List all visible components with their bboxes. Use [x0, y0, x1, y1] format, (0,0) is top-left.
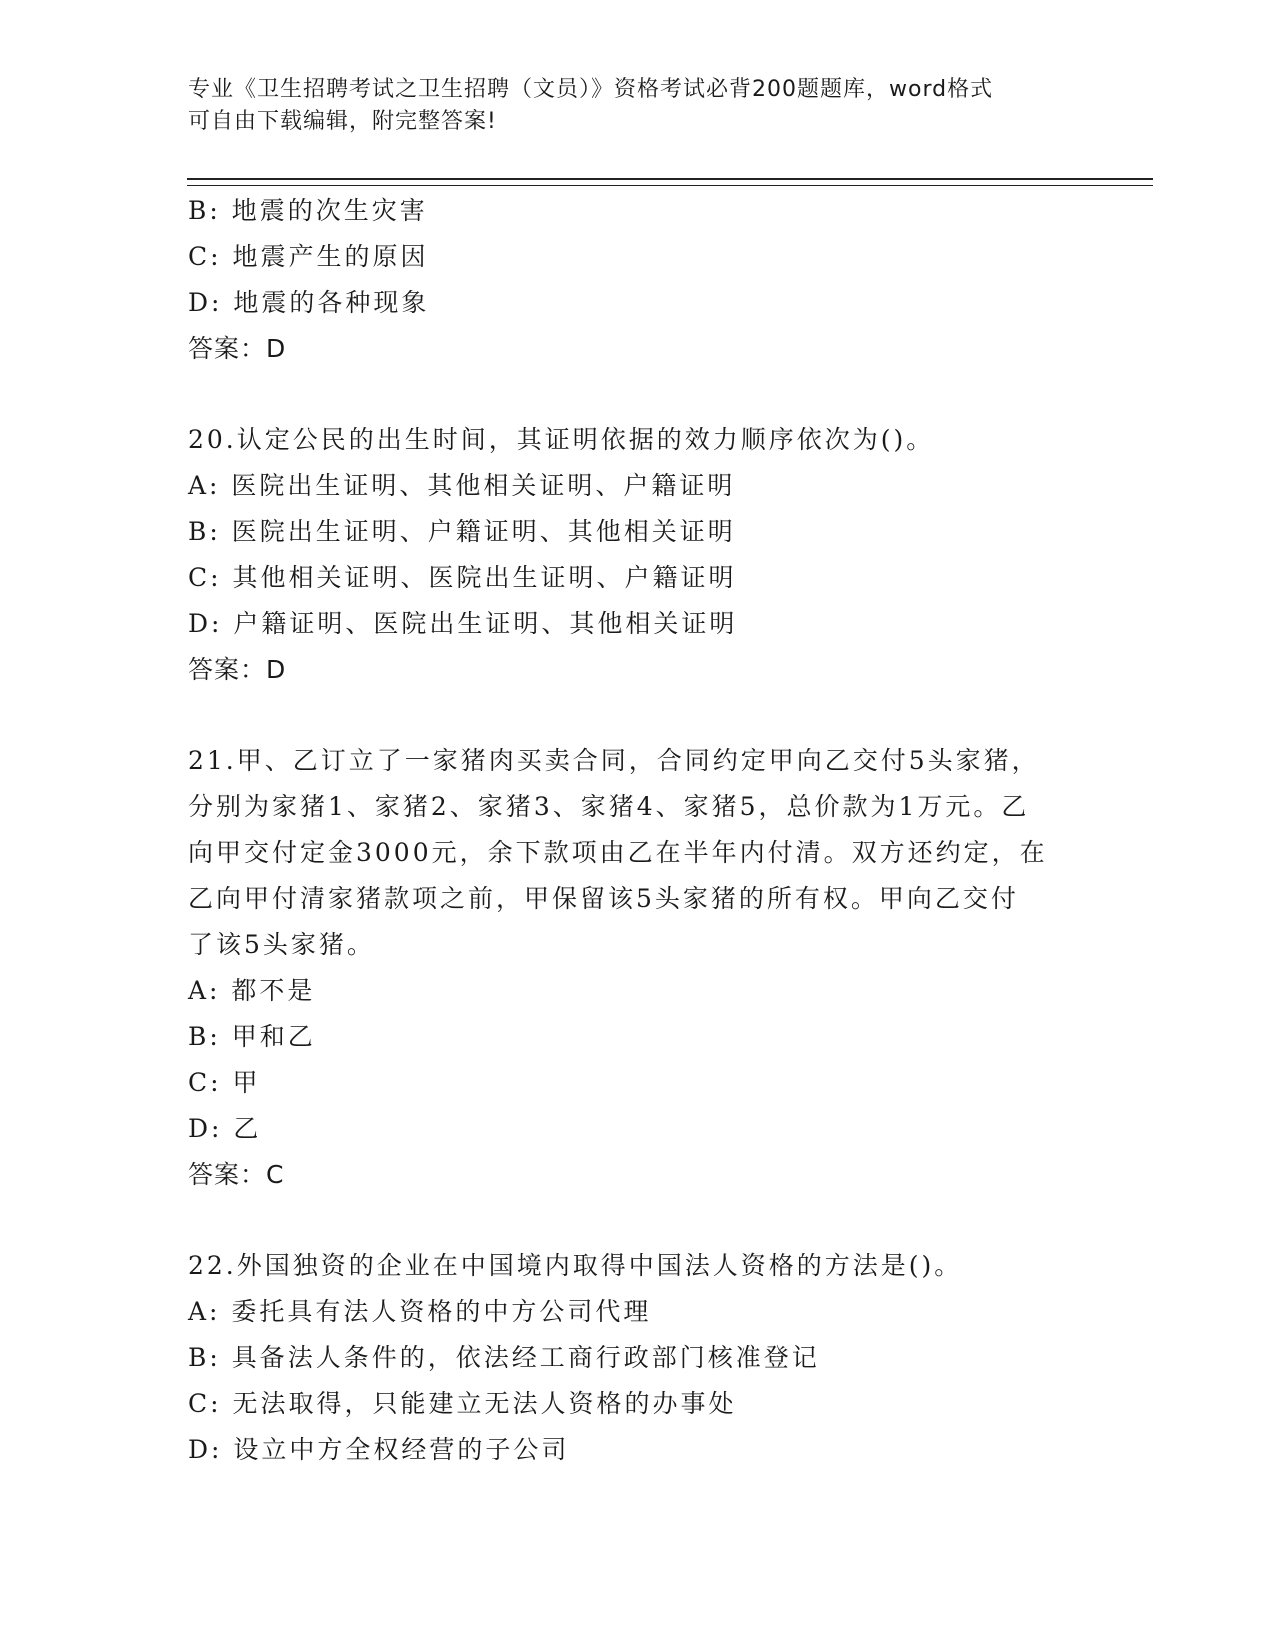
option-a: A: 医院出生证明、其他相关证明、户籍证明	[188, 471, 736, 500]
question-21	[188, 738, 1088, 1198]
option-c: C: 无法取得，只能建立无法人资格的办事处	[188, 1389, 737, 1418]
answer-line: 答案：C	[188, 1160, 285, 1189]
option-b: B: 地震的次生灾害	[188, 196, 428, 225]
option-b: B: 具备法人条件的，依法经工商行政部门核准登记	[188, 1343, 820, 1372]
question-19-tail	[188, 188, 1088, 372]
document-header	[188, 74, 1068, 138]
option-d: D: 乙	[188, 1114, 262, 1143]
option-b: B: 甲和乙	[188, 1022, 316, 1051]
option-d: D: 地震的各种现象	[188, 288, 430, 317]
option-b: B: 医院出生证明、户籍证明、其他相关证明	[188, 517, 736, 546]
question-20	[188, 417, 1088, 693]
question-content	[188, 188, 1088, 1473]
spacer	[188, 693, 1088, 738]
spacer	[188, 1198, 1088, 1243]
header-line-1: 专业《卫生招聘考试之卫生招聘（文员）》资格考试必背200题题库，word格式	[188, 77, 994, 102]
question-22	[188, 1243, 1088, 1473]
option-c: C: 其他相关证明、医院出生证明、户籍证明	[188, 563, 737, 592]
option-a: A: 都不是	[188, 976, 316, 1005]
option-d: D: 户籍证明、医院出生证明、其他相关证明	[188, 609, 738, 638]
option-c: C: 甲	[188, 1068, 261, 1097]
question-stem-line: 向甲交付定金3000元，余下款项由乙在半年内付清。双方还约定，在	[188, 838, 1048, 867]
question-stem: 22.外国独资的企业在中国境内取得中国法人资格的方法是()。	[188, 1251, 963, 1280]
answer-line: 答案：D	[188, 334, 287, 363]
header-line-2: 可自由下载编辑，附完整答案!	[188, 109, 497, 134]
option-c: C: 地震产生的原因	[188, 242, 429, 271]
question-stem: 20.认定公民的出生时间，其证明依据的效力顺序依次为()。	[188, 425, 935, 454]
spacer	[188, 372, 1088, 417]
option-a: A: 委托具有法人资格的中方公司代理	[188, 1297, 652, 1326]
question-stem-line: 分别为家猪1、家猪2、家猪3、家猪4、家猪5，总价款为1万元。乙	[188, 792, 1030, 821]
question-stem-line: 了该5头家猪。	[188, 930, 375, 959]
option-d: D: 设立中方全权经营的子公司	[188, 1435, 570, 1464]
header-divider	[187, 178, 1153, 186]
answer-line: 答案：D	[188, 655, 287, 684]
question-stem-line: 21.甲、乙订立了一家猪肉买卖合同，合同约定甲向乙交付5头家猪，	[188, 746, 1040, 775]
question-stem-line: 乙向甲付清家猪款项之前，甲保留该5头家猪的所有权。甲向乙交付	[188, 884, 1019, 913]
